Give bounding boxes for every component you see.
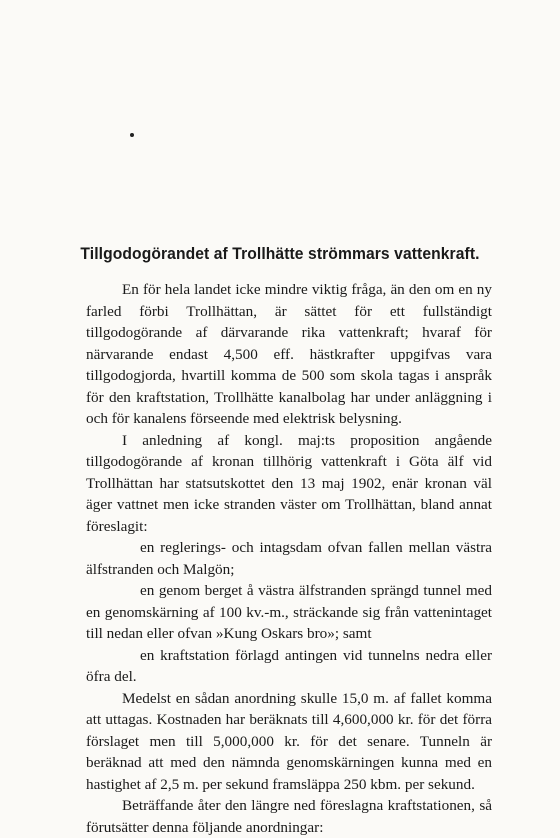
list-item-tunnel: en genom berget å västra älfstranden sprängd tunnel med en genomskärning af 100 kv.-m., sträckande sig från vattenintaget till nedan eller ofvan »Kung Oskars bro»; samt [86,582,492,642]
list-item-dam: en reglerings- och intagsdam ofvan fallen mellan västra älfstranden och Malgön; [86,539,492,578]
ink-dot [130,133,134,137]
paragraph-2: I anledning af kongl. maj:ts proposition angående tillgodogörande af kronan tillhörig vattenkraft i Göta älf vid Trollhättan har statsutskottet den 13 maj 1902, enär kronan väl äger vattnet men icke stranden väster om Trollhättan, bland annat föreslagit: [86,431,492,535]
paragraph-3: Medelst en sådan anordning skulle 15,0 m. af fallet komma att uttagas. Kostnaden har beräknats till 4,600,000 kr. för det förra förslaget men till 5,000,000 kr. för det senare. Tunneln är beräknad att med den nämnda genomskärningen kunna med en hastighet af 2,5 m. per sekund framsläppa 250 kbm. per sekund. [86,689,492,793]
paragraph-4: Beträffande åter den längre ned föreslagna kraftstationen, så förutsätter denna följande anordningar: [86,797,492,836]
body-text [86,279,492,838]
page-title: Tillgodogörandet af Trollhätte strömmars vattenkraft. [80,244,480,263]
list-item-station: en kraftstation förlagd antingen vid tunnelns nedra eller öfra del. [86,646,492,685]
paragraph-1: En för hela landet icke mindre viktig fråga, än den om en ny farled förbi Trollhättan, är sättet för ett fullständigt tillgodogörande af därvarande rika vattenkraft; hvaraf för närvarande endast 4,500 eff. hästkrafter uppgifvas vara tillgodogjorda, hvartill komma de 500 som skola tagas i anspråk för den kraftstation, Trollhätte kanalbolag har under anläggning i och för kanalens förseende med elektrisk belysning. [86,281,492,427]
